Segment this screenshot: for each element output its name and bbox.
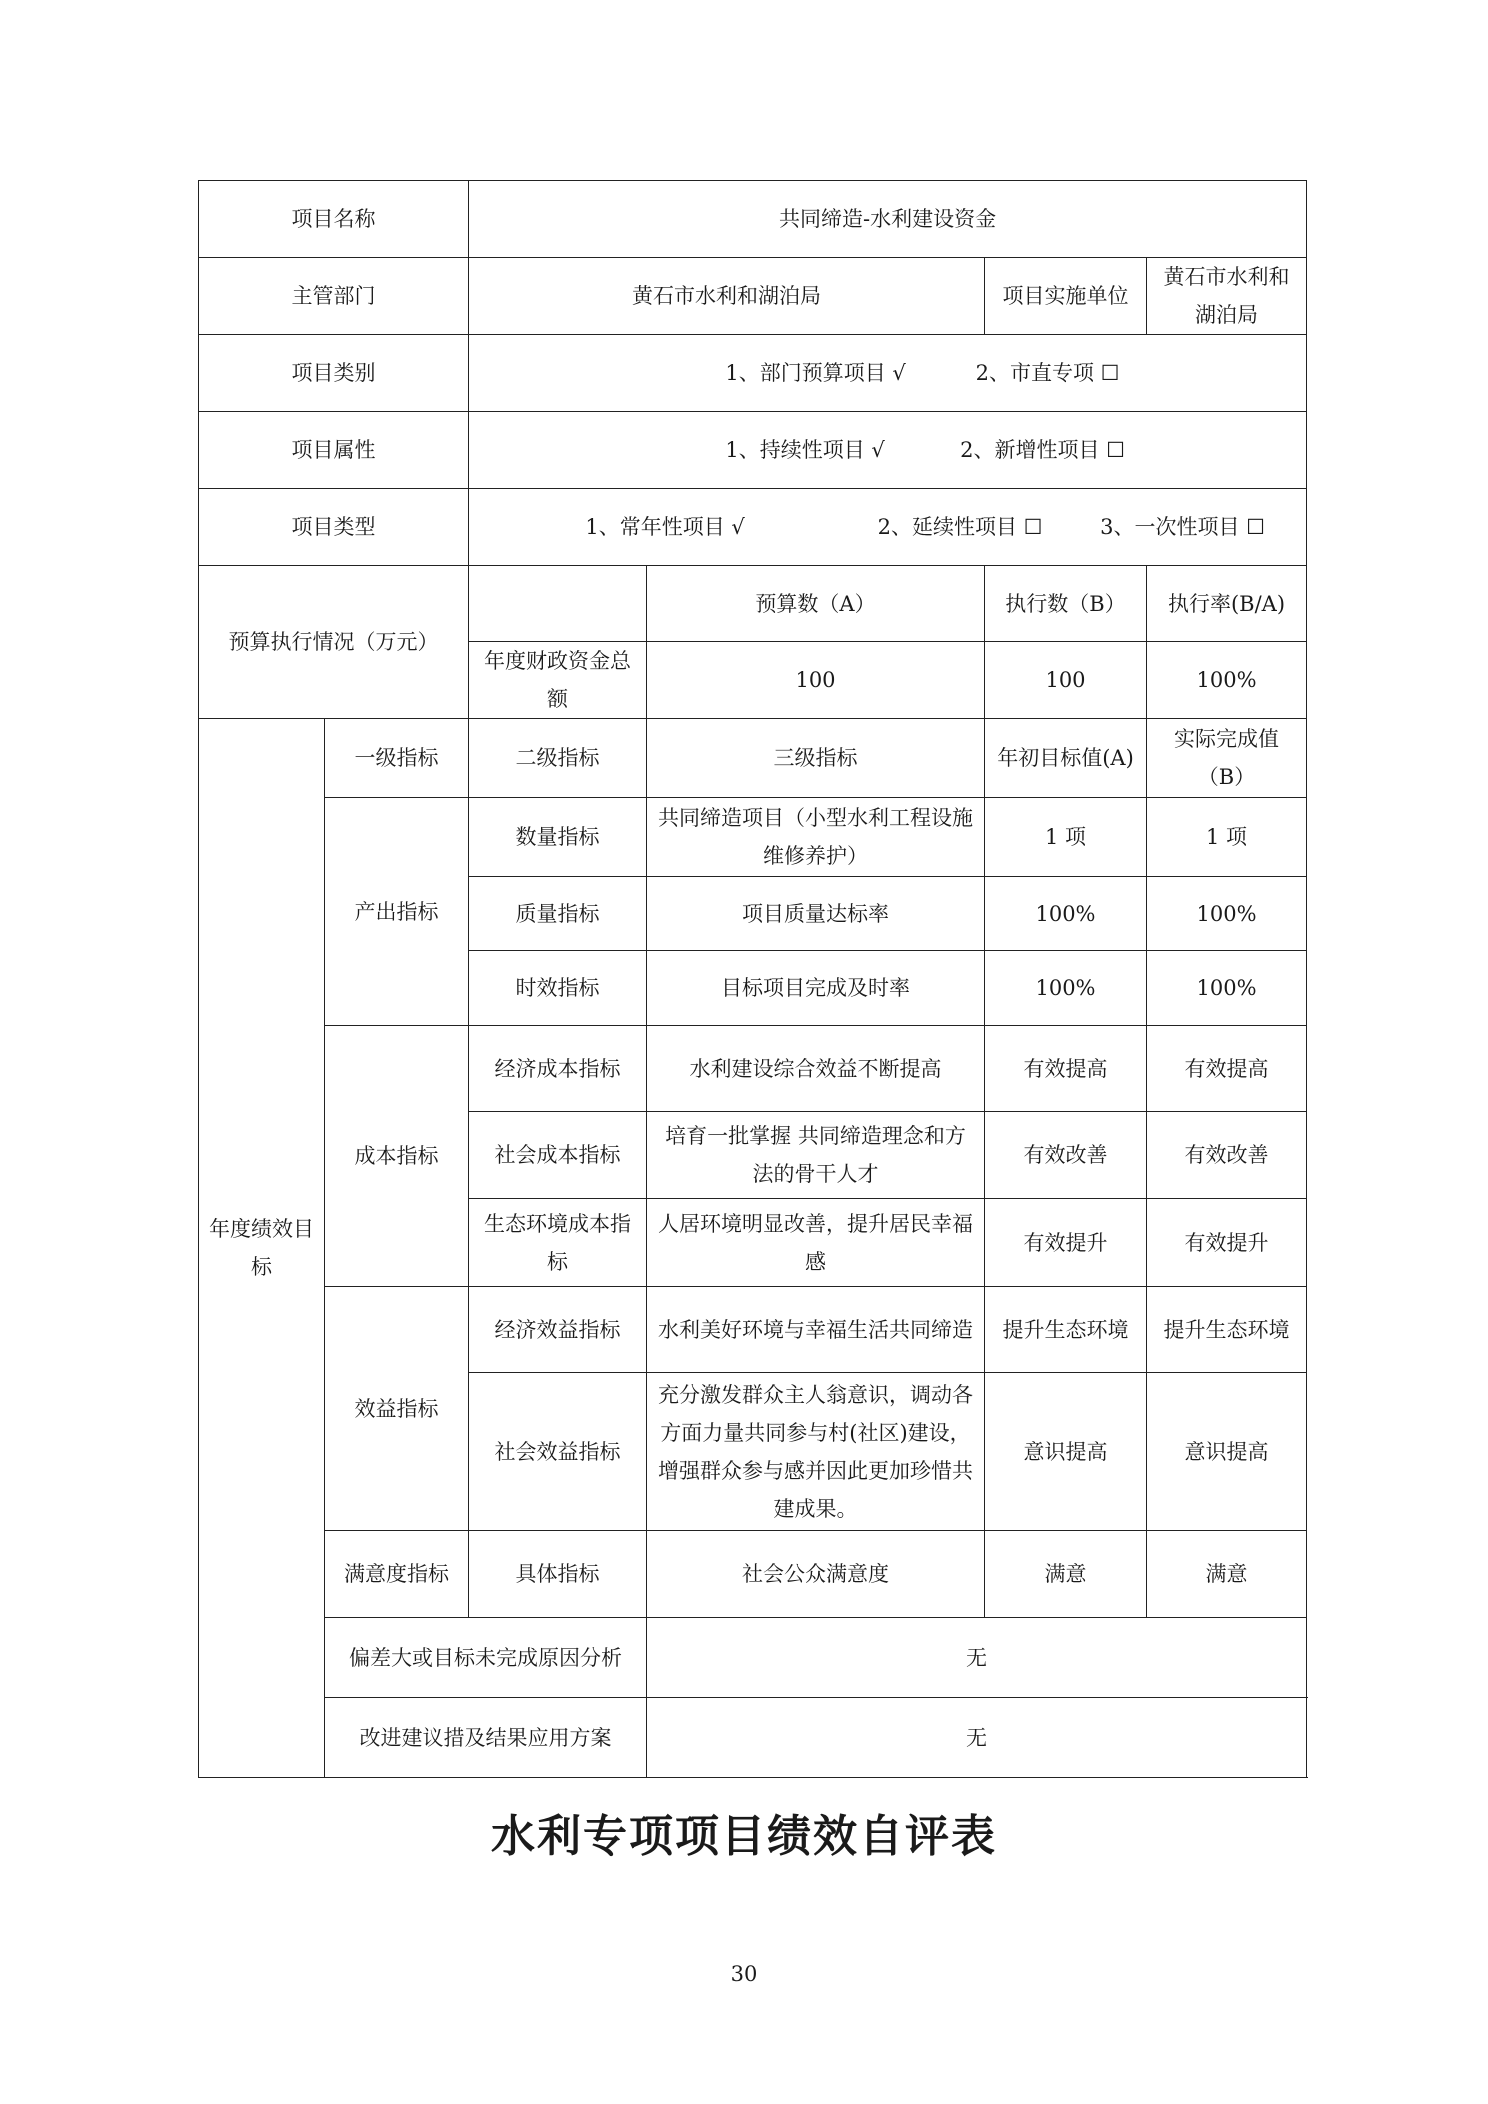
- cost-indicator-label: 成本指标: [325, 1026, 469, 1287]
- rate-col-header: 执行率(B/A): [1147, 566, 1307, 642]
- header-level2: 二级指标: [469, 719, 647, 798]
- satisfaction-actual: 满意: [1147, 1531, 1307, 1618]
- output-indicator-label: 产出指标: [325, 798, 469, 1026]
- table-row: [199, 1026, 1307, 1112]
- budget-execution-label: 预算执行情况（万元）: [199, 566, 469, 719]
- economic-cost-actual: 有效提高: [1147, 1026, 1307, 1112]
- page-number: 30: [730, 1962, 758, 1986]
- quality-indicator: 质量指标: [469, 877, 647, 951]
- department-value: 黄石市水利和湖泊局: [469, 258, 985, 335]
- table-row: [199, 1287, 1307, 1373]
- budget-col-header: 预算数（A）: [647, 566, 985, 642]
- social-benefit-actual: 意识提高: [1147, 1373, 1307, 1531]
- execution-col-header: 执行数（B）: [985, 566, 1147, 642]
- ecological-cost-detail: 人居环境明显改善，提升居民幸福感: [647, 1199, 985, 1287]
- document-title: 水利专项项目绩效自评表: [491, 1811, 997, 1862]
- quantity-indicator: 数量指标: [469, 798, 647, 877]
- annual-performance-label: 年度绩效目标: [199, 719, 325, 1778]
- social-benefit-indicator: 社会效益指标: [469, 1373, 647, 1531]
- social-cost-actual: 有效改善: [1147, 1112, 1307, 1199]
- category-option-1: 1、部门预算项目 √: [725, 361, 906, 385]
- deviation-value: 无: [647, 1618, 1307, 1698]
- ecological-cost-indicator: 生态环境成本指标: [469, 1199, 647, 1287]
- project-category-options: [469, 335, 1307, 412]
- timeliness-actual: 100%: [1147, 951, 1307, 1026]
- category-option-2: 2、市直专项 ☐: [975, 361, 1120, 385]
- social-cost-indicator: 社会成本指标: [469, 1112, 647, 1199]
- project-name-value: 共同缔造-水利建设资金: [469, 181, 1307, 258]
- economic-cost-indicator: 经济成本指标: [469, 1026, 647, 1112]
- project-attribute-label: 项目属性: [199, 412, 469, 489]
- social-cost-detail: 培育一批掌握 共同缔造理念和方法的骨干人才: [647, 1112, 985, 1199]
- ecological-cost-target: 有效提升: [985, 1199, 1147, 1287]
- improvement-value: 无: [647, 1698, 1307, 1778]
- budget-value: 100: [647, 642, 985, 719]
- deviation-label: 偏差大或目标未完成原因分析: [325, 1618, 647, 1698]
- satisfaction-target: 满意: [985, 1531, 1147, 1618]
- satisfaction-level2: 具体指标: [469, 1531, 647, 1618]
- social-benefit-target: 意识提高: [985, 1373, 1147, 1531]
- economic-cost-target: 有效提高: [985, 1026, 1147, 1112]
- rate-value: 100%: [1147, 642, 1307, 719]
- timeliness-target: 100%: [985, 951, 1147, 1026]
- header-level1: 一级指标: [325, 719, 469, 798]
- economic-benefit-indicator: 经济效益指标: [469, 1287, 647, 1373]
- economic-benefit-actual: 提升生态环境: [1147, 1287, 1307, 1373]
- type-option-2: 2、延续性项目 ☐: [877, 515, 1043, 539]
- project-attribute-options: [469, 412, 1307, 489]
- quality-target: 100%: [985, 877, 1147, 951]
- execution-value: 100: [985, 642, 1147, 719]
- type-option-3: 3、一次性项目 ☐: [1100, 515, 1265, 539]
- attribute-option-1: 1、持续性项目 √: [725, 438, 885, 462]
- improvement-label: 改进建议措及结果应用方案: [325, 1698, 647, 1778]
- satisfaction-detail: 社会公众满意度: [647, 1531, 985, 1618]
- header-level3: 三级指标: [647, 719, 985, 798]
- header-target: 年初目标值(A): [985, 719, 1147, 798]
- quality-actual: 100%: [1147, 877, 1307, 951]
- implementing-unit-label: 项目实施单位: [985, 258, 1147, 335]
- quantity-actual: 1 项: [1147, 798, 1307, 877]
- project-category-label: 项目类别: [199, 335, 469, 412]
- type-option-1: 1、常年性项目 √: [585, 515, 745, 539]
- timeliness-indicator: 时效指标: [469, 951, 647, 1026]
- timeliness-detail: 目标项目完成及时率: [647, 951, 985, 1026]
- economic-benefit-detail: 水利美好环境与幸福生活共同缔造: [647, 1287, 985, 1373]
- economic-cost-detail: 水利建设综合效益不断提高: [647, 1026, 985, 1112]
- social-benefit-detail: 充分激发群众主人翁意识，调动各方面力量共同参与村(社区)建设，增强群众参与感并因此更加珍惜共建成果。: [647, 1373, 985, 1531]
- header-actual: 实际完成值（B）: [1147, 719, 1307, 798]
- implementing-unit-value: 黄石市水利和湖泊局: [1147, 258, 1307, 335]
- benefit-indicator-label: 效益指标: [325, 1287, 469, 1531]
- budget-header-blank: [469, 566, 647, 642]
- table-row: [199, 798, 1307, 877]
- ecological-cost-actual: 有效提升: [1147, 1199, 1307, 1287]
- quantity-target: 1 项: [985, 798, 1147, 877]
- table-row: [199, 1531, 1307, 1618]
- project-type-label: 项目类型: [199, 489, 469, 566]
- project-name-label: 项目名称: [199, 181, 469, 258]
- annual-funds-label: 年度财政资金总额: [469, 642, 647, 719]
- quantity-detail: 共同缔造项目（小型水利工程设施维修养护）: [647, 798, 985, 877]
- quality-detail: 项目质量达标率: [647, 877, 985, 951]
- attribute-option-2: 2、新增性项目 ☐: [960, 438, 1125, 462]
- social-cost-target: 有效改善: [985, 1112, 1147, 1199]
- economic-benefit-target: 提升生态环境: [985, 1287, 1147, 1373]
- satisfaction-indicator-label: 满意度指标: [325, 1531, 469, 1618]
- project-type-options: [469, 489, 1307, 566]
- performance-table: [198, 180, 1307, 1778]
- department-label: 主管部门: [199, 258, 469, 335]
